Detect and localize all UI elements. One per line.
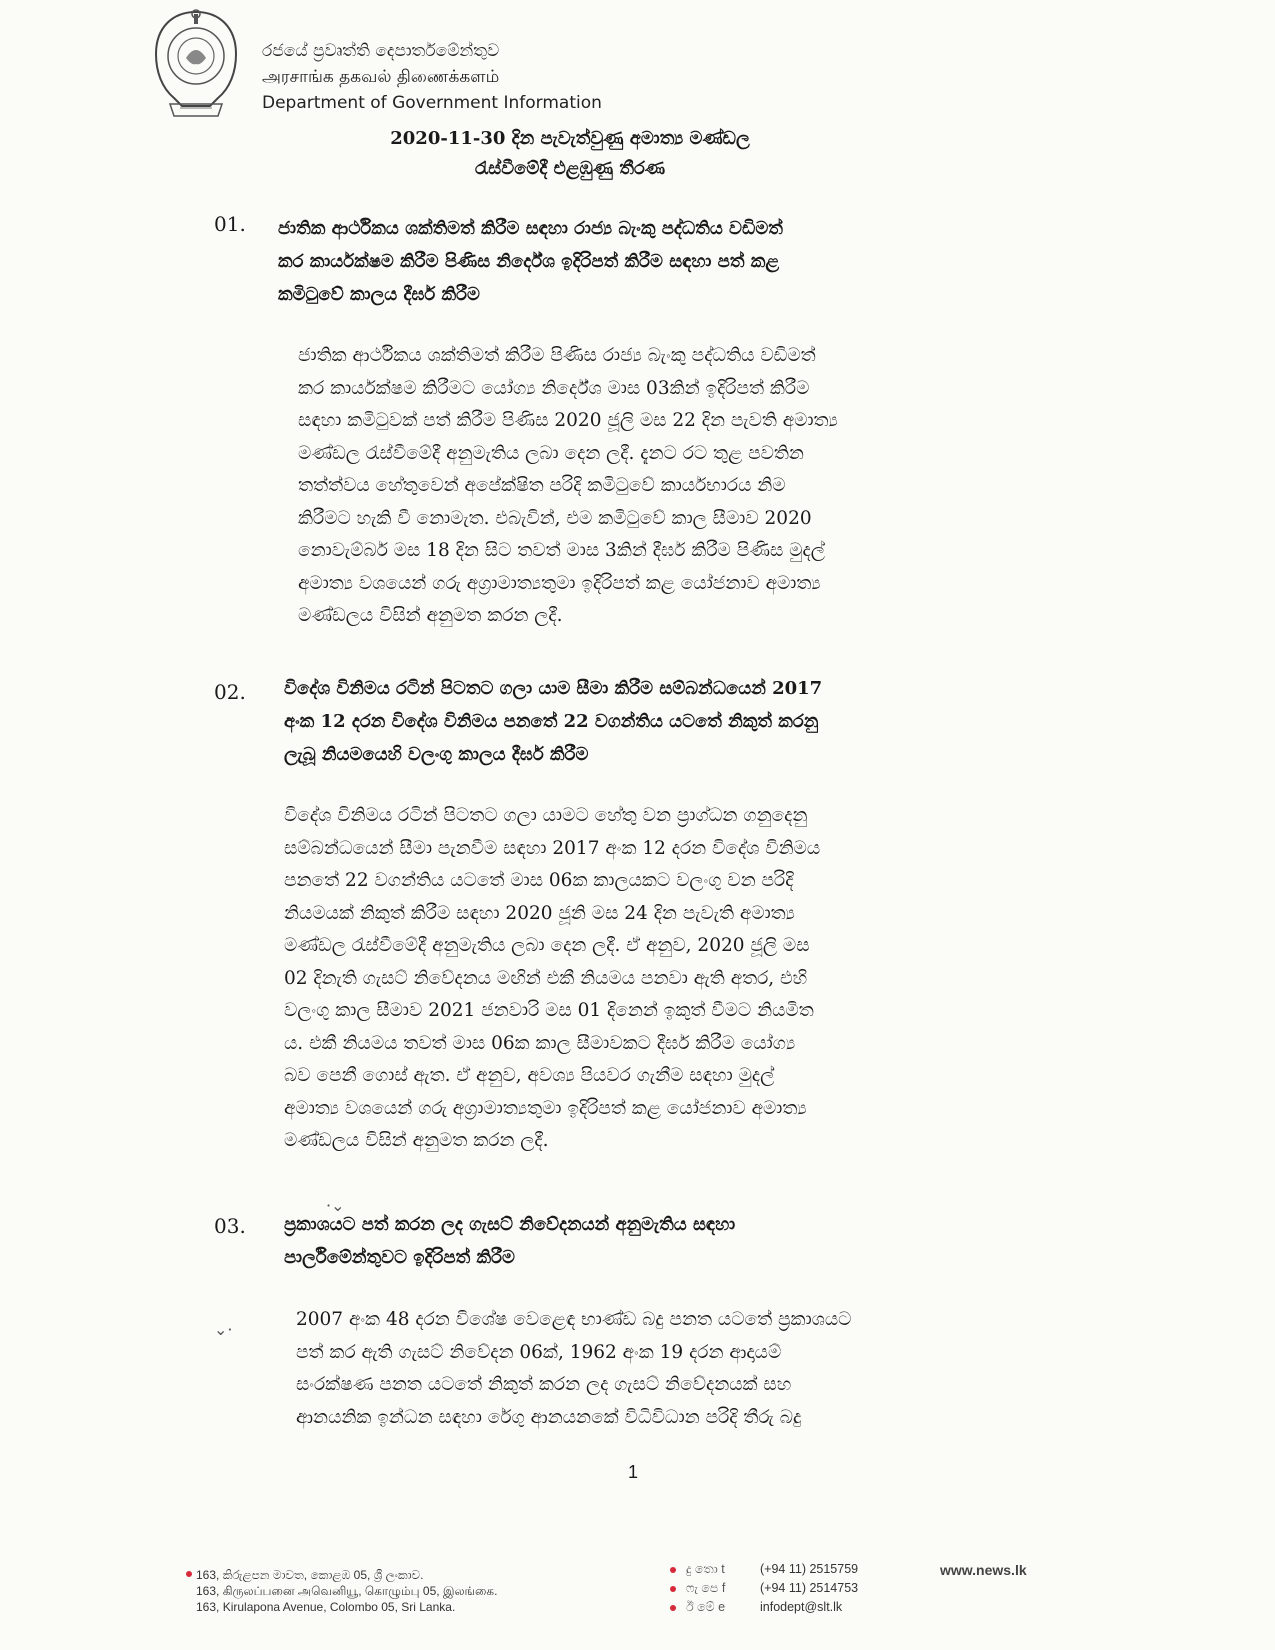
- title-line: ලැබූ නියමයෙහි වලංගු කාලය දීර්ඝ කිරීම: [284, 744, 589, 765]
- body-line: 02 දිනැති ගැසට් නිවේදනය මඟින් එකී නියමය පනවා ඇති අතර, එහි: [284, 967, 808, 989]
- title-line: ප්‍රකාශයට පත් කරන ලද ගැසට් නිවේදනයන් අනුමැතිය සඳහා: [284, 1214, 736, 1235]
- body-line: කර කාර්යක්ෂම කිරීමට යෝග්‍ය නිර්දේශ මාස 03කින් ඉදිරිපත් කිරීම: [298, 377, 810, 399]
- body-line: සම්බන්ධයෙන් සීමා පැනවීම සඳහා 2017 අංක 12 දරන විදේශ විනිමය: [284, 837, 821, 859]
- org-name-tamil: அரசாங்க தகவல் திணைக்களம்: [262, 67, 500, 87]
- heading-line-2: රැස්වීමේදී එළඹුණු තීරණ: [474, 158, 666, 179]
- body-line: මණ්ඩල රැස්වීමේදී අනුමැතිය ලබා දෙන ලදී. ඒ අනුව, 2020 ජූලි මස: [284, 935, 810, 956]
- org-name-sinhala: රජයේ ප්‍රවෘත්ති දෙපාර්තමේන්තුව: [262, 41, 500, 61]
- heading-line-1: 2020-11-30 දින පැවැත්වුණු අමාත්‍ය මණ්ඩල: [390, 128, 750, 149]
- email-label: ඊ මේ e: [686, 1600, 726, 1614]
- body-line: සංරක්ෂණ පනත යටතේ නිකුත් කරන ලද ගැසට් නිවේදනයක් සහ: [296, 1374, 792, 1395]
- body-line: ආනයනික ඉන්ධන සඳහා රේගු ආනයනකේ විධිවිධාන පරිදි තීරු බදු: [296, 1406, 802, 1428]
- fax-bullet-icon: [670, 1586, 676, 1592]
- address-bullet-icon: [186, 1571, 192, 1577]
- document-heading: [270, 124, 870, 184]
- body-line: නොවැම්බර් මස 18 දින සිට තවත් මාස 3කින් දීර්ඝ කිරීම පිණිස මුදල්: [298, 540, 825, 561]
- address-tamil: 163, கிருலப்பனை அவெனியூ, கொழும்பு 05, இலங்கை.: [196, 1584, 498, 1598]
- title-line: විදේශ විනිමය රටින් පිටතට ගලා යාම සීමා කිරීම සම්බන්ධයෙන් 2017: [284, 678, 823, 699]
- address-sinhala: 163, කිරුළපන මාවත, කොළඹ 05, ශ්‍රී ලංකාව.: [196, 1568, 424, 1582]
- phone-bullet-icon: [670, 1567, 676, 1573]
- email-row: [670, 1598, 858, 1617]
- footer-contacts: [670, 1560, 858, 1617]
- scan-mark: ·⌄: [326, 1196, 345, 1215]
- org-name-english: Department of Government Information: [262, 93, 602, 113]
- page-number: 1: [628, 1462, 639, 1482]
- fax-label: ෆැ පෙ f: [686, 1581, 726, 1595]
- phone-row: [670, 1560, 858, 1579]
- body-line: විදේශ විනිමය රටින් පිටතට ගලා යාමට හේතු වන ප්‍රාග්ධන ගනුදෙනු: [284, 805, 808, 826]
- title-line: අංක 12 දරන විදේශ විනිමය පනතේ 22 වගන්තිය යටතේ නිකුත් කරනු: [284, 711, 819, 732]
- title-line: පාර්ලිමේන්තුවට ඉදිරිපත් කිරීම: [284, 1247, 515, 1268]
- title-line: කමිටුවේ කාලය දීර්ඝ කිරීම: [278, 284, 480, 305]
- phone-label: දු තො t: [686, 1562, 725, 1576]
- footer-address: [196, 1567, 497, 1615]
- scan-mark: ⌄·: [214, 1320, 233, 1339]
- decision-body: [296, 1304, 1048, 1434]
- decision-title: [284, 672, 1048, 771]
- website-link[interactable]: www.news.lk: [940, 1562, 1027, 1578]
- decision-number: 01.: [214, 212, 246, 236]
- decision-title: [278, 212, 1048, 311]
- decision-body: [284, 800, 1048, 1158]
- body-line: අමාත්‍ය වශයෙන් ගරු අග්‍රාමාත්‍යතුමා ඉදිරිපත් කළ යෝජනාව අමාත්‍ය: [284, 1097, 807, 1119]
- body-line: නියමයක් නිකුත් කිරීම සඳහා 2020 ජූනි මස 24 දින පැවැති අමාත්‍ය: [284, 902, 795, 924]
- email-address: infodept@slt.lk: [760, 1600, 843, 1614]
- body-line: 2007 අංක 48 දරන විශේෂ වෙළෙඳ භාණ්ඩ බදු පනත යටතේ ප්‍රකාශයට: [296, 1309, 852, 1330]
- decision-title: [284, 1208, 1048, 1274]
- decision-number: 02.: [214, 680, 246, 704]
- address-english: 163, Kirulapona Avenue, Colombo 05, Sri Lanka.: [196, 1600, 456, 1614]
- email-bullet-icon: [670, 1605, 676, 1611]
- body-line: මණ්ඩල රැස්වීමේදී අනුමැතිය ලබා දෙන ලදී. දැනට රට තුළ පවතින: [298, 442, 804, 464]
- body-line: බව පෙනී ගොස් ඇත. ඒ අනුව, අවශ්‍ය පියවර ගැනීම සඳහා මුදල්: [284, 1065, 775, 1086]
- body-line: ජාතික ආර්ථිකය ශක්තිමත් කිරීම පිණිස රාජ්‍ය බැංකු පද්ධතිය වඩිමත්: [298, 345, 816, 366]
- body-line: අමාත්‍ය වශයෙන් ගරු අග්‍රාමාත්‍යතුමා ඉදිරිපත් කළ යෝජනාව අමාත්‍ය: [298, 572, 821, 594]
- body-line: මණ්ඩලය විසින් අනුමත කරන ලදී.: [298, 605, 563, 626]
- body-line: පනතේ 22 වගන්තිය යටතේ මාස 06ක කාලයකට වලංගු වන පරිදි: [284, 870, 794, 891]
- body-line: තත්ත්වය හේතුවෙන් අපේක්ෂිත පරිදි කමිටුවේ කාර්යභාරය නිම: [298, 475, 786, 496]
- decision-body: [298, 340, 1048, 633]
- fax-row: [670, 1579, 858, 1598]
- body-line: කිරීමට හැකි වී නොමැත. එබැවින්, එම කමිටුවේ කාල සීමාව 2020: [298, 507, 812, 529]
- body-line: පත් කර ඇති ගැසට් නිවේදන 06ක්, 1962 අංක 19 දරන ආදායම්: [296, 1341, 782, 1363]
- organization-names: [262, 38, 602, 116]
- body-line: වලංගු කාල සීමාව 2021 ජනවාරි මස 01 දිනෙන් ඉකුත් වීමට නියමිත: [284, 1000, 814, 1021]
- body-line: ය. එකී නියමය තවත් මාස 06ක කාල සීමාවකට දීර්ඝ කිරීම යෝග්‍ය: [284, 1032, 796, 1054]
- national-emblem-icon: [150, 8, 242, 120]
- phone-number: (+94 11) 2515759: [760, 1562, 859, 1576]
- body-line: සඳහා කමිටුවක් පත් කිරීම පිණිස 2020 ජූලි මස 22 දින පැවති අමාත්‍ය: [298, 410, 838, 431]
- decision-number: 03.: [214, 1214, 246, 1238]
- body-line: මණ්ඩලය විසින් අනුමත කරන ලදී.: [284, 1130, 549, 1151]
- fax-number: (+94 11) 2514753: [760, 1581, 859, 1595]
- title-line: ජාතික ආර්ථිකය ශක්තිමත් කිරීම සඳහා රාජ්‍ය බැංකු පද්ධතිය වඩිමත්: [278, 218, 783, 239]
- title-line: කර කාර්යක්ෂම කිරීම පිණිස නිර්දේශ ඉදිරිපත් කිරීම සඳහා පත් කළ: [278, 251, 780, 272]
